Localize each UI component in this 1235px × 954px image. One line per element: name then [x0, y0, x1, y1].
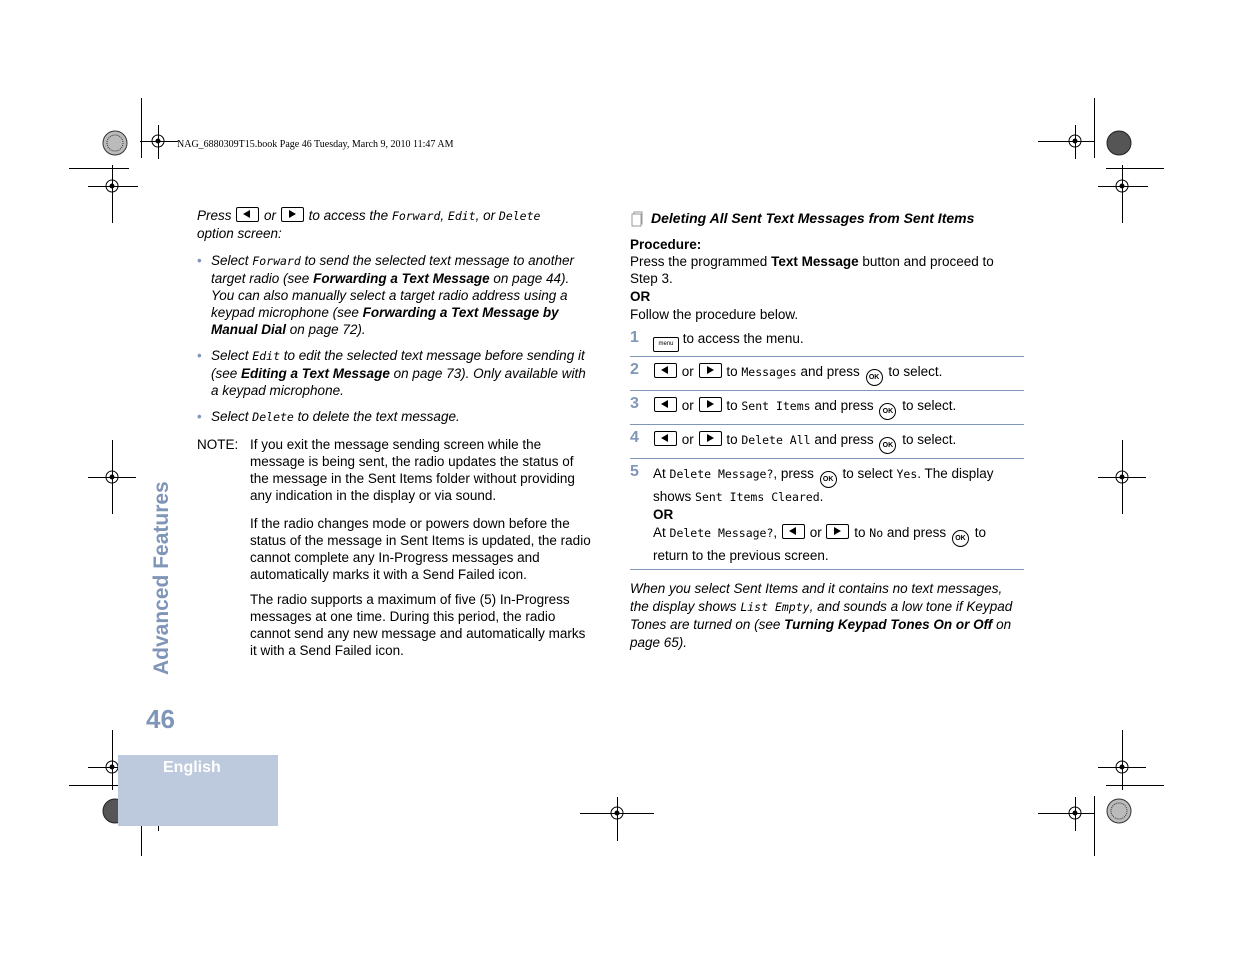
section-title: Advanced Features — [150, 481, 173, 675]
ok-button-icon: OK — [866, 369, 883, 386]
or-label: OR — [630, 289, 651, 304]
ok-button-icon: OK — [879, 437, 896, 454]
language-tab — [118, 755, 278, 826]
left-arrow-key-icon — [654, 431, 677, 446]
note-paragraph-1: If you exit the message sending screen while the message is being sent, the radio updates the status of the message in the Sent Items folder without providing any indication in the display or via sound. — [250, 437, 575, 503]
procedure-text: Press the programmed Text Message button and proceed to Step 3. — [630, 254, 994, 286]
ok-button-icon: OK — [879, 403, 896, 420]
ok-button-icon: OK — [952, 530, 969, 547]
section-heading: Deleting All Sent Text Messages from Sent Items — [630, 210, 1024, 227]
step-2: 2 or to Messages and press OK to select. — [630, 357, 1024, 391]
note-block — [197, 436, 592, 659]
note-paragraph-3: The radio supports a maximum of five (5) In-Progress messages at one time. During this period, the radio cannot send any new message and automatically marks it with a Send Failed icon. — [250, 592, 586, 658]
bullet-forward: • Select Forward to send the selected text message to another target radio (see Forwarding a Text Message on page 44). You can also manually select a target radio address using a keypad microphone (see Forwarding a Text Message by Manual Dial on page 72). — [197, 253, 574, 337]
procedure-label: Procedure: — [630, 237, 702, 252]
empty-list-note: When you select Sent Items and it contains no text messages, the display shows List Empty, and sounds a low tone if Keypad Tones are turned on (see Turning Keypad Tones On or Off on page 65). — [630, 581, 1013, 650]
intro-paragraph: Press or to access the Forward, Edit, or Delete option screen: — [197, 208, 541, 241]
left-arrow-key-icon — [654, 397, 677, 412]
note-label: NOTE: — [197, 437, 239, 452]
follow-text: Follow the procedure below. — [630, 307, 799, 322]
left-arrow-key-icon — [654, 363, 677, 378]
step-4: 4 or to Delete All and press OK to select. — [630, 425, 1024, 459]
menu-key-icon: menu — [653, 337, 679, 352]
right-arrow-key-icon — [826, 524, 849, 539]
left-column — [197, 207, 592, 659]
bullet-delete: • Select Delete to delete the text message. — [197, 409, 460, 424]
right-column — [630, 210, 1024, 652]
step-1: 1 menu to access the menu. — [630, 330, 1024, 357]
note-paragraph-2: If the radio changes mode or powers down before the status of the message in Sent Items is updated, the radio cannot complete any In-Progress messages and automatically marks it with a Send Failed icon. — [250, 516, 591, 582]
ok-button-icon: OK — [820, 471, 837, 488]
language-label: English — [163, 759, 221, 776]
right-arrow-key-icon — [699, 363, 722, 378]
bullet-edit: • Select Edit to edit the selected text message before sending it (see Editing a Text Message on page 73). Only available with a keypad microphone. — [197, 348, 586, 398]
book-info-header: NAG_6880309T15.book Page 46 Tuesday, March 9, 2010 11:47 AM — [177, 139, 454, 150]
step-5: 5 At Delete Message?, press OK to select Yes. The display shows Sent Items Cleared. OR At Delete Message?, or to No and press OK to return to the previous screen. — [630, 459, 1024, 570]
step-3: 3 or to Sent Items and press OK to select. — [630, 391, 1024, 425]
left-arrow-key-icon — [782, 524, 805, 539]
page-number: 46 — [146, 704, 175, 734]
left-arrow-key-icon — [236, 207, 259, 222]
right-arrow-key-icon — [699, 397, 722, 412]
right-arrow-key-icon — [281, 207, 304, 222]
sidebar-section — [150, 470, 176, 675]
document-icon — [631, 211, 643, 227]
right-arrow-key-icon — [699, 431, 722, 446]
